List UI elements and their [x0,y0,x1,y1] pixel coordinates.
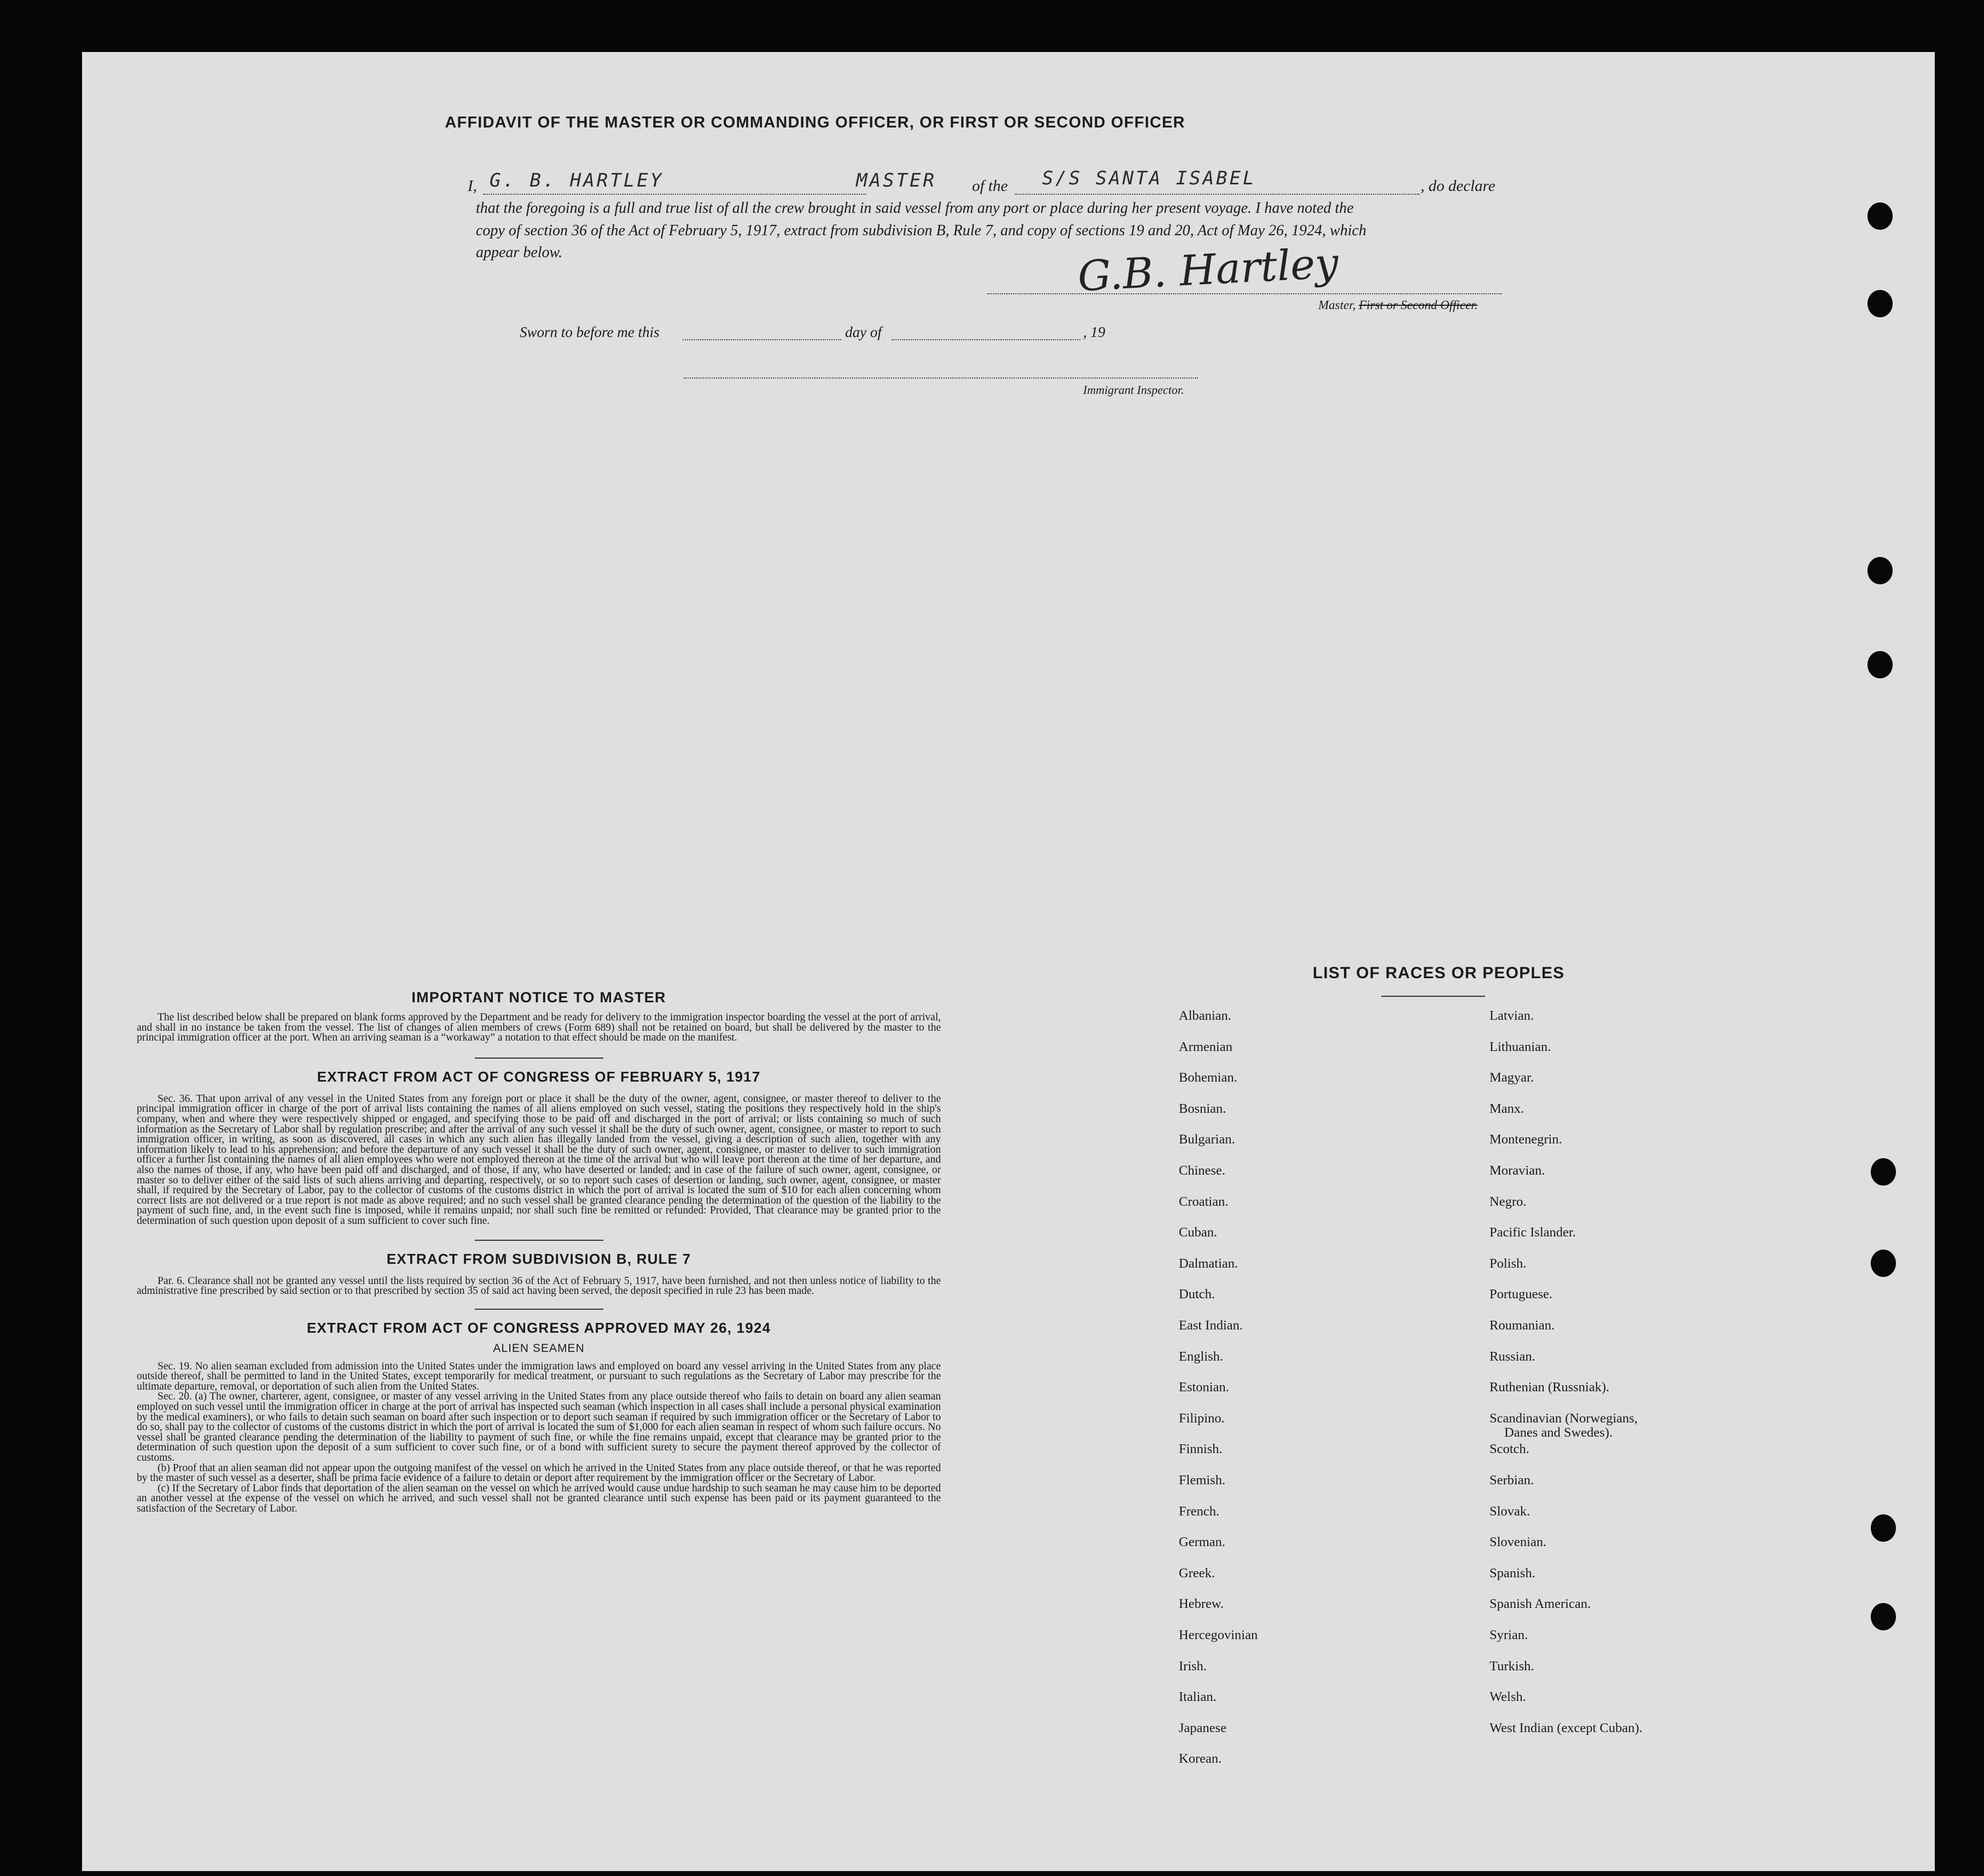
officer-label-struck: First or Second Officer. [1359,298,1478,312]
race-item: Negro. [1490,1194,1527,1209]
notice-paragraph: The list described below shall be prepared on blank forms approved by the Department and be ready for delivery to the immigration inspector boarding the vessel at the port of arrival, and shall in no instance be taken from the vessel. The list of changes of alien members of crews (Form 689) shall not be retained on board, but shall be delivered by the master to the principal immigration officer at the port. When an arriving seaman is a “workaway” a notation to that effect should be made on the manifest. [137,1012,941,1044]
races-title-underline [1381,996,1485,997]
inspector-signature-line [684,377,1198,379]
punch-hole [1871,1603,1896,1630]
race-item: Italian. [1179,1689,1217,1705]
race-item: Scotch. [1490,1442,1529,1457]
race-item: French. [1179,1503,1220,1519]
i-prefix: I, [468,177,477,195]
affidavit-line-3: copy of section 36 of the Act of February 5, 1917, extract from subdivision B, Rule 7, and copy of sections 19 and 20, Act of May 26, 1924, which [476,222,1366,239]
race-item: Pacific Islander. [1490,1225,1576,1240]
alien-seamen-subtitle: ALIEN SEAMEN [493,1341,585,1355]
race-item: Finnish. [1179,1442,1223,1457]
race-item: Slovenian. [1490,1535,1547,1550]
sec-19-paragraph: Sec. 19. No alien seaman excluded from admission into the United States under the immigration laws and employed on board any vessel arriving in the United States from any place outside thereof, shall be permitted to land in the United States, except temporarily for medical treatment, or pursuant to such regulations as the Secretary of Labor may prescribe for the ultimate departure, removal, or deportation of such alien from the United States. [137,1360,941,1392]
rank-value: MASTER [856,170,936,191]
punch-hole [1867,290,1893,317]
section-divider [475,1058,603,1059]
race-item: German. [1179,1535,1226,1550]
vessel-name: S/S SANTA ISABEL [1042,167,1256,189]
day-of-label: day of [845,324,882,340]
race-item: West Indian (except Cuban). [1490,1720,1643,1735]
sec-36-paragraph: Sec. 36. That upon arrival of any vessel in the United States from any foreign port or place it shall be the duty of the owner, agent, consignee, or master thereof to deliver to the principal immigration officer in charge of the port of arrival lists containing the names of all aliens employed on such vessel, stating the positions they respectively hold in the ship's company, when and where they were respectively shipped or engaged, and specifying those to be paid off and discharged in the port of arrival; or lists containing so much of such information as the Secretary of Labor shall by regulation prescribe; and after the arrival of any such vessel it shall be the duty of such owner, agent, consignee, or master to report to such immigration officer, in writing, as soon as discovered, all cases in which any such alien has illegally landed from the vessel, giving a description of such alien, together with any information likely to lead to his apprehension; and before the departure of any such vessel it shall be the duty of such owner, agent, consignee, or master to deliver to such immigration officer a further list containing the names of all alien employees who were not employed thereon at the time of the arrival but who will leave port thereon at the time of her departure, and also the names of those, if any, who have been paid off and discharged, and of those, if any, who have deserted or landed; and in case of the failure of such owner, agent, consignee, or master so to deliver either of the said lists of such aliens arriving and departing, respectively, or so to report such cases of desertion or landing, such owner, agent, consignee, or master shall, if required by the Secretary of Labor, pay to the collector of customs of the customs district in which the port of arrival is located the sum of $10 for each alien concerning whom correct lists are not delivered or a true report is not made as above required; and no such vessel shall be granted clearance pending the determination of the question of the liability to the payment of such fine, and, in the event such fine is imposed, while it remains unpaid; nor shall such fine be remitted or refunded: Provided, That clearance may be granted prior to the determination of such question upon deposit of a sum sufficient to cover such fine. [137,1093,941,1227]
race-item: Flemish. [1179,1473,1226,1488]
signature-caption [1318,298,1477,312]
sec-20a-paragraph: Sec. 20. (a) The owner, charterer, agent, consignee, or master of any vessel arriving in the United States from any place outside thereof who fails to detain on board any alien seaman employed on such vessel until the immigration officer in charge at the port of arrival has inspected such seaman (which inspection in all cases shall include a personal physical examination by the medical examiners), or who fails to detain such seaman on board after such inspection or to deport such seaman if required by such immigration officer or the Secretary of Labor to do so, shall pay to the collector of customs of the customs district in which the port of arrival is located the sum of $1,000 for each alien seaman in respect of whom such failure occurs. No vessel shall be granted clearance pending the determination of the liability to payment of such fine, or while the fine remains unpaid, except that clearance may be granted prior to the determination of such question upon the deposit of a sum sufficient to cover such fine, or of a bond with sufficient surety to secure the payment thereof approved by the collector of customs. [137,1391,941,1464]
race-item: Ruthenian (Russniak). [1490,1380,1610,1395]
races-title: LIST OF RACES OR PEOPLES [1312,964,1565,982]
race-item: Scandinavian (Norwegians, [1490,1410,1638,1426]
race-item: Polish. [1490,1256,1527,1271]
race-item: Manx. [1490,1101,1525,1116]
sec-20b-paragraph: (b) Proof that an alien seaman did not appear upon the outgoing manifest of the vessel on which he arrived in the United States from any place outside thereof, or that he was reported by the master of such vessel as a deserter, shall be prima facie evidence of a failure to detain or deport after requirement by the immigration officer or the Secretary of Labor. [137,1462,941,1484]
section-divider [475,1240,603,1241]
punch-hole [1867,202,1893,230]
race-item: Portuguese. [1490,1287,1552,1302]
extract-1924-text [137,1362,941,1514]
sec-20c-paragraph: (c) If the Secretary of Labor finds that deportation of the alien seaman on the vessel on which he arrived would cause undue hardship to such seaman he may cause him to be deported an another vessel at the expense of the vessel on which he arrived, and such vessel shall not be granted clearance until such expense has been paid or its payment guaranteed to the satisfaction of the Secretary of Labor. [137,1482,941,1514]
race-item: East Indian. [1179,1318,1243,1333]
extract-1917-text [137,1094,941,1227]
sworn-day-line [683,339,841,340]
extract-1924-title: EXTRACT FROM ACT OF CONGRESS APPROVED MAY 26, 1924 [306,1319,771,1336]
race-item: Moravian. [1490,1163,1545,1178]
notice-title: IMPORTANT NOTICE TO MASTER [411,989,666,1006]
race-item: Bulgarian. [1179,1132,1235,1147]
notice-text [137,1013,941,1043]
affidavit-title: AFFIDAVIT OF THE MASTER OR COMMANDING OFFICER, OR FIRST OR SECOND OFFICER [445,114,1185,131]
race-item: Estonian. [1179,1380,1229,1395]
punch-hole [1871,1514,1896,1542]
sworn-line [520,324,1149,346]
vessel-name-line [1015,194,1419,195]
par-6-paragraph: Par. 6. Clearance shall not be granted any vessel until the lists required by section 36 of the Act of February 5, 1917, have been furnished, and not then unless notice of liability to the administrative fine prescribed by said section or to that prescribed by section 35 of said act having been served, the deposit specified in rule 23 has been made. [137,1275,941,1297]
race-item: Chinese. [1179,1163,1226,1178]
signature-text: G.B. Hartley [1076,238,1340,301]
race-item: Dalmatian. [1179,1256,1238,1271]
section-divider [475,1309,603,1310]
race-item: Montenegrin. [1490,1132,1562,1147]
race-item: Cuban. [1179,1225,1218,1240]
punch-hole [1867,651,1893,678]
race-item: English. [1179,1349,1223,1364]
sworn-label: Sworn to before me this [520,324,660,340]
race-item: Croatian. [1179,1194,1229,1209]
punch-hole [1871,1250,1896,1277]
race-item: Bosnian. [1179,1101,1226,1116]
inspector-label: Immigrant Inspector. [1083,383,1184,397]
rule-7-text [137,1276,941,1297]
affidavit-line-4: appear below. [476,244,563,261]
race-item: Magyar. [1490,1070,1534,1085]
race-item: Bohemian. [1179,1070,1237,1085]
sworn-month-line [892,339,1080,340]
race-item: Syrian. [1490,1628,1528,1642]
race-item: Turkish. [1490,1658,1534,1674]
race-item: Irish. [1179,1658,1207,1674]
do-declare-label: , do declare [1421,177,1496,195]
extract-1917-title: EXTRACT FROM ACT OF CONGRESS OF FEBRUARY 5, 1917 [317,1068,761,1085]
punch-hole [1867,557,1893,584]
race-item: Russian. [1490,1349,1535,1364]
race-item: Slovak. [1490,1503,1531,1519]
master-name-line [483,194,866,195]
race-item: Welsh. [1490,1689,1526,1705]
race-item: Hebrew. [1179,1596,1224,1612]
affidavit-line-2: that the foregoing is a full and true list of all the crew brought in said vessel from any port or place during her present voyage. I have noted the [476,200,1354,217]
legal-notices-column [137,989,941,1514]
race-item: Dutch. [1179,1287,1215,1302]
year-label: , 19 [1083,324,1106,340]
race-item: Roumanian. [1490,1318,1555,1333]
race-item: Latvian. [1490,1008,1534,1023]
affidavit-first-line [468,167,1502,195]
master-name: G. B. HARTLEY [490,170,664,191]
of-the-label: of the [972,177,1008,195]
master-label: Master, [1318,298,1356,312]
race-item: Hercegovinian [1179,1628,1258,1642]
race-item: Korean. [1179,1751,1222,1767]
race-item: Japanese [1179,1720,1227,1735]
race-item: Armenian [1179,1039,1232,1054]
race-item: Lithuanian. [1490,1039,1551,1054]
race-item: Spanish American. [1490,1596,1591,1612]
rule-7-title: EXTRACT FROM SUBDIVISION B, RULE 7 [386,1250,691,1267]
race-item: Spanish. [1490,1565,1535,1581]
race-item: Albanian. [1179,1008,1231,1023]
punch-hole [1871,1158,1896,1186]
race-item: Greek. [1179,1565,1215,1581]
signature-line [987,293,1502,294]
race-item: Serbian. [1490,1473,1534,1488]
race-item: Filipino. [1179,1410,1225,1426]
race-item-continuation: Danes and Swedes). [1504,1425,1613,1440]
